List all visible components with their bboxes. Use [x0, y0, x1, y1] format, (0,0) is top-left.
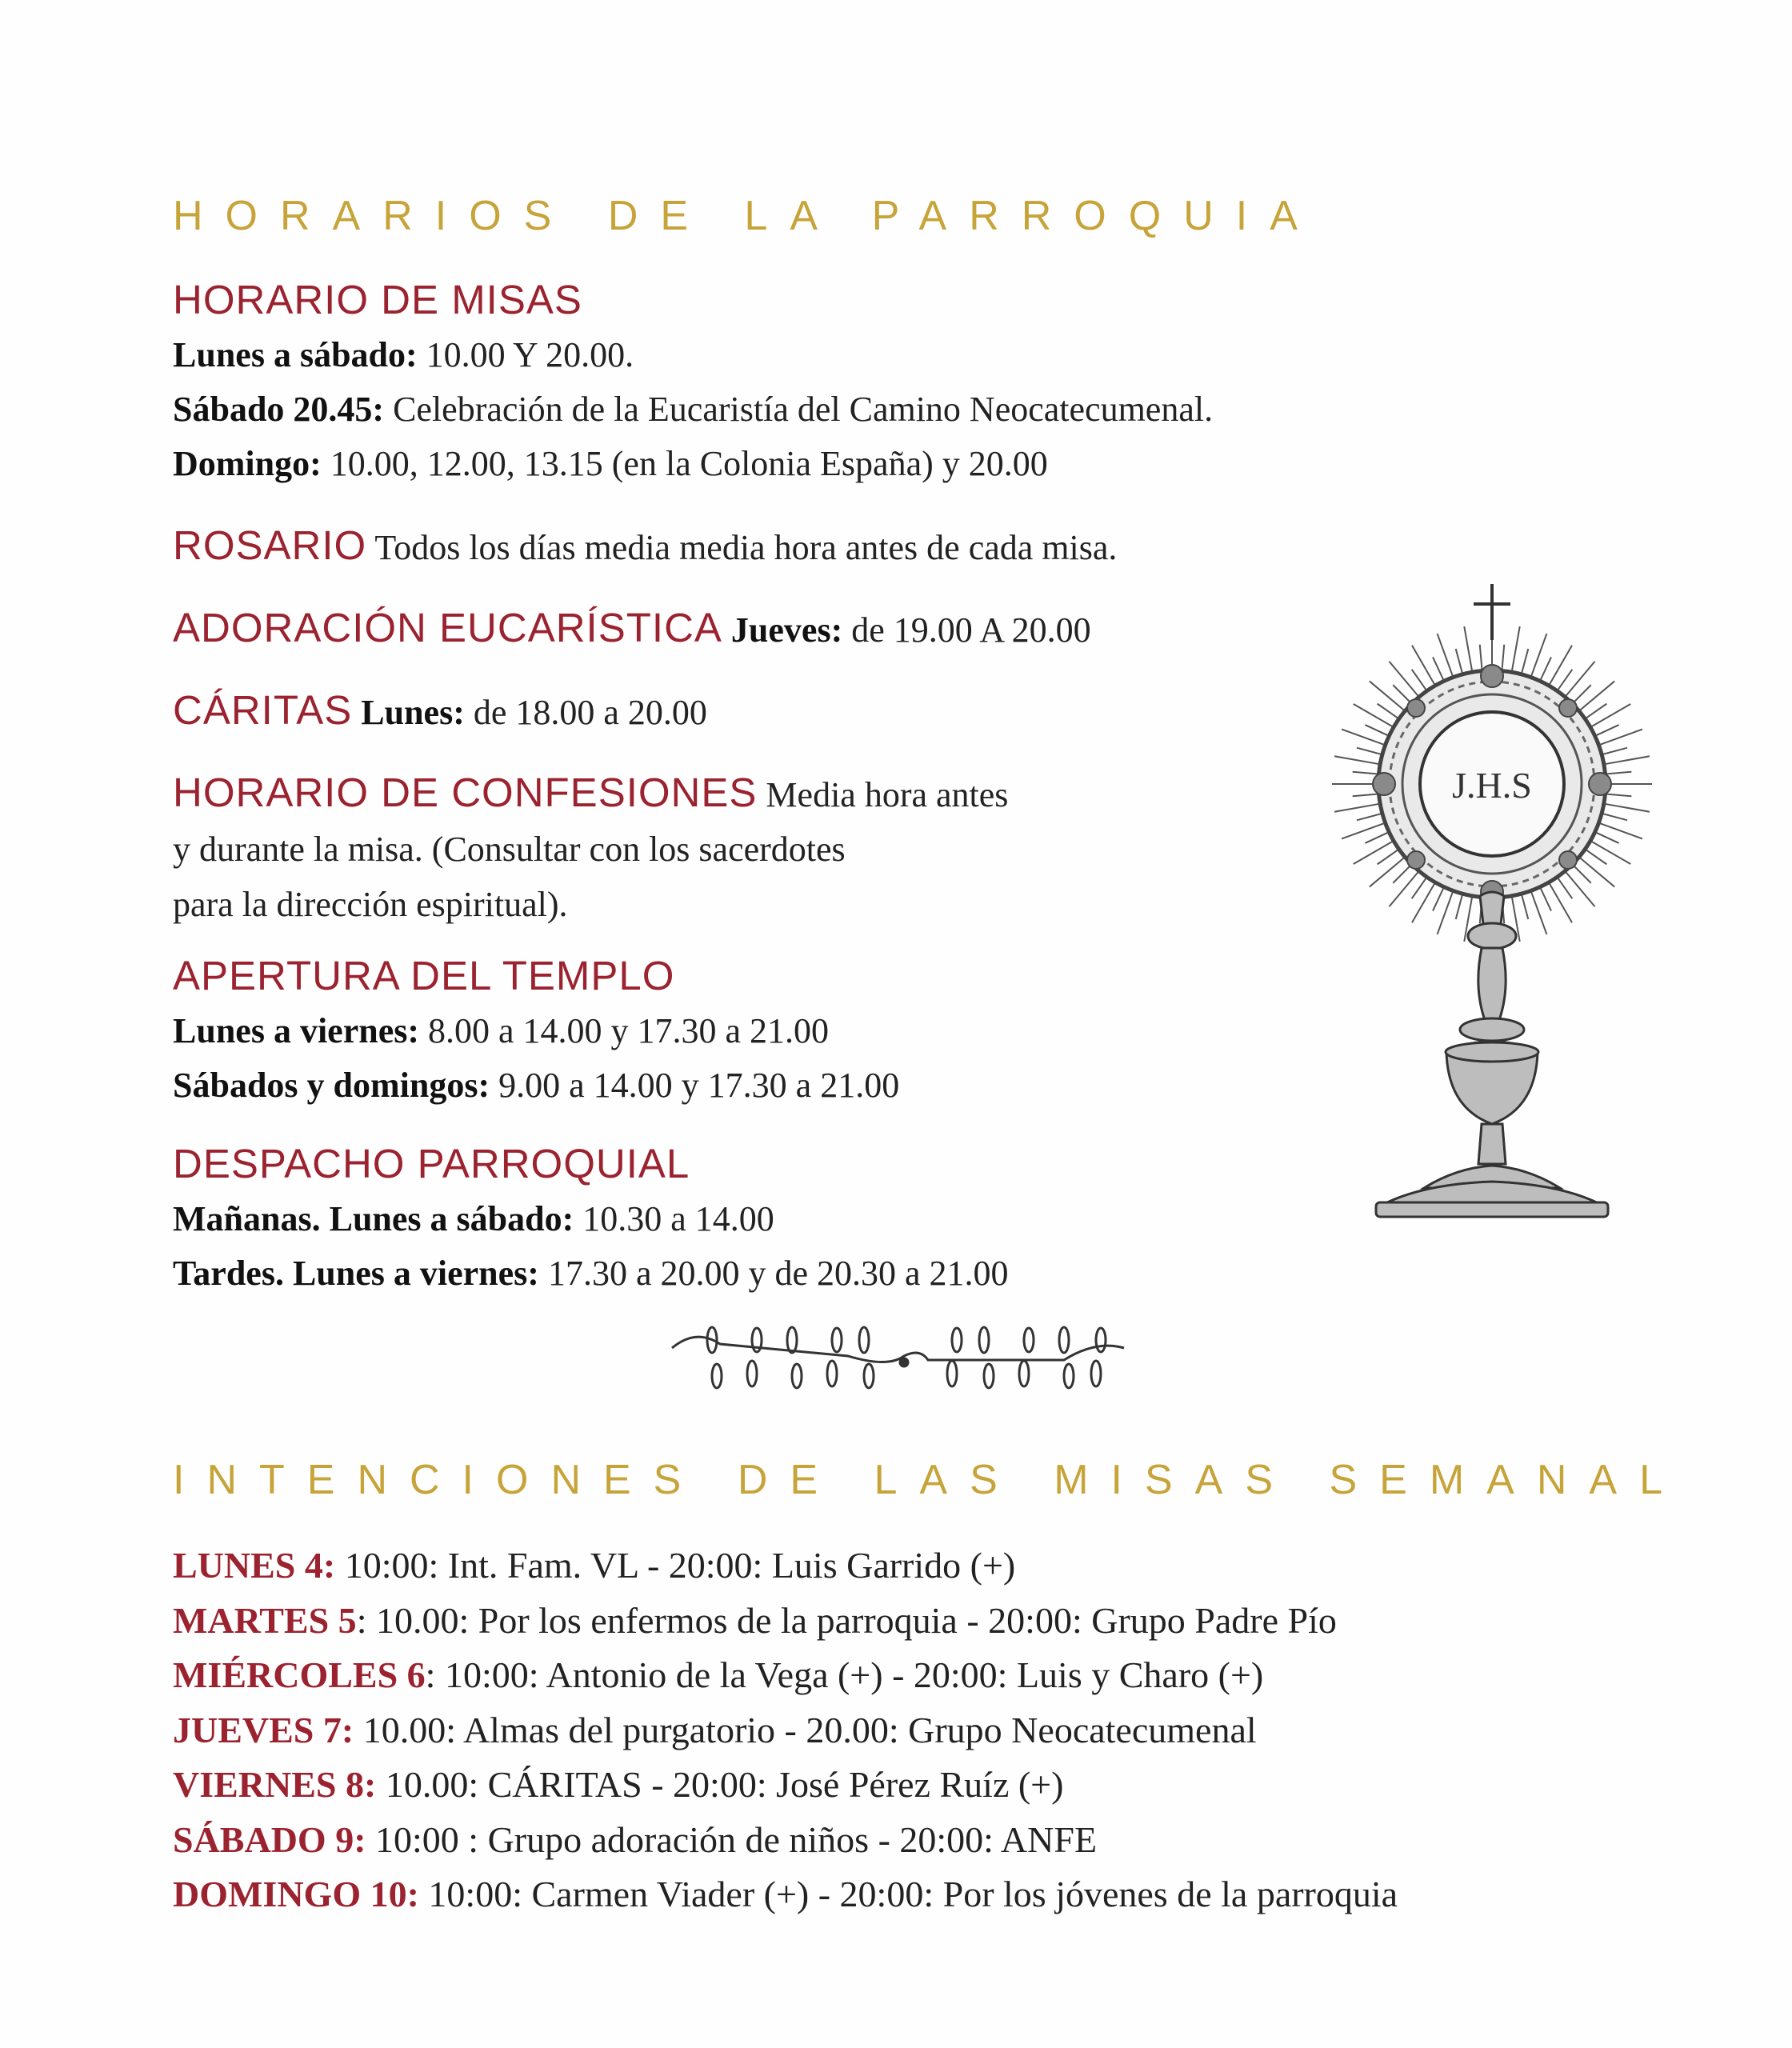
ray [1357, 748, 1384, 755]
rosario-text: Todos los días media media hora antes de cada misa. [366, 528, 1118, 567]
floral-divider [664, 1324, 1136, 1404]
misas-label: Lunes a sábado: [173, 335, 418, 374]
leaf [952, 1328, 962, 1352]
intencion-item [173, 1703, 1398, 1758]
ray [1389, 870, 1420, 906]
leaf [859, 1327, 869, 1353]
leaf [827, 1361, 837, 1386]
apertura-text: 8.00 a 14.00 y 17.30 a 21.00 [419, 1011, 830, 1050]
leaf [1019, 1361, 1029, 1386]
leaf [787, 1327, 797, 1353]
ray [1600, 813, 1627, 820]
intencion-day: SÁBADO 9: [173, 1818, 366, 1860]
intencion-item [173, 1648, 1398, 1703]
ray [1365, 725, 1390, 737]
ray [1548, 881, 1572, 922]
misas-text: 10.00 Y 20.00. [417, 335, 634, 374]
ray [1389, 662, 1420, 698]
ray [1521, 649, 1528, 676]
ray [1464, 626, 1472, 674]
caritas-text: de 18.00 a 20.00 [464, 693, 707, 732]
adoracion-label: Jueves: [722, 610, 843, 650]
intencion-day: LUNES 4: [173, 1545, 336, 1586]
ray [1456, 892, 1463, 919]
intencion-text: : 10:00: Antonio de la Vega (+) - 20:00: Luis y Charo (+) [425, 1654, 1264, 1695]
confesiones-text-3: para la dirección espiritual). [173, 885, 568, 924]
section-apertura [173, 948, 899, 1113]
section-rosario [173, 518, 1117, 584]
ray [1603, 794, 1631, 796]
ray [1539, 657, 1551, 682]
section-caritas [173, 682, 707, 749]
intencion-item [173, 1813, 1398, 1868]
ray [1433, 657, 1445, 682]
misas-label: Domingo: [173, 444, 322, 483]
despacho-line [173, 1192, 1009, 1246]
ray [1584, 704, 1607, 720]
ray [1378, 704, 1401, 720]
leaf [979, 1327, 989, 1353]
ray [1600, 748, 1627, 755]
ray [1578, 856, 1614, 887]
intencion-item [173, 1594, 1398, 1649]
section-adoracion [173, 600, 1091, 666]
ray [1603, 772, 1631, 774]
intencion-text: 10.00: CÁRITAS - 20:00: José Pérez Ruíz (+) [376, 1764, 1064, 1805]
leaf [832, 1328, 842, 1352]
intencion-item [173, 1758, 1398, 1813]
leaf [1096, 1328, 1106, 1352]
intencion-text: 10:00: Int. Fam. VL - 20:00: Luis Garrido (+) [335, 1545, 1016, 1586]
despacho-text: 17.30 a 20.00 y de 20.30 a 21.00 [538, 1254, 1009, 1293]
despacho-text: 10.30 a 14.00 [574, 1199, 774, 1238]
ray [1370, 856, 1406, 887]
ray [1589, 704, 1630, 728]
heading-misas: HORARIO DE MISAS [173, 277, 582, 322]
misas-label: Sábado 20.45: [173, 390, 385, 429]
section-misas [173, 272, 1213, 491]
leaf [1091, 1361, 1101, 1386]
intencion-item [173, 1538, 1398, 1594]
apertura-line [173, 1058, 899, 1113]
confesiones-text-2: y durante la misa. (Consultar con los sacerdotes [173, 830, 846, 869]
leaf [1059, 1327, 1069, 1353]
ray [1578, 681, 1614, 712]
ray [1480, 645, 1482, 673]
section-despacho [173, 1136, 1009, 1301]
intencion-day: MARTES 5 [173, 1599, 357, 1641]
misas-text: Celebración de la Eucaristía del Camino Neocatecumenal. [384, 390, 1214, 429]
ray [1502, 645, 1504, 673]
adoracion-text: de 19.00 A 20.00 [842, 610, 1091, 650]
jhs-inscription: J.H.S [1452, 765, 1532, 806]
apertura-label: Sábados y domingos: [173, 1066, 490, 1105]
leaf [792, 1364, 802, 1388]
leaf [1024, 1328, 1034, 1352]
caritas-label: Lunes: [352, 693, 465, 732]
misas-line [173, 437, 1213, 491]
ray [1594, 725, 1619, 737]
ray [1548, 646, 1572, 687]
intencion-day: DOMINGO 10: [173, 1874, 419, 1914]
misas-line [173, 328, 1213, 382]
heading-despacho: DESPACHO PARROQUIAL [173, 1141, 690, 1186]
despacho-label: Mañanas. Lunes a sábado: [173, 1199, 574, 1238]
ray [1511, 626, 1519, 674]
ray [1354, 840, 1395, 864]
heading-confesiones: HORARIO DE CONFESIONES [173, 770, 758, 815]
leaf [947, 1361, 957, 1386]
ray [1353, 772, 1381, 774]
ray [1521, 892, 1528, 919]
ray [1412, 881, 1436, 922]
ray [1589, 840, 1630, 864]
page-title-horarios: HORARIOS DE LA PARROQUIA [173, 193, 1320, 239]
ray [1334, 756, 1382, 764]
despacho-label: Tardes. Lunes a viernes: [173, 1254, 539, 1293]
ray [1556, 670, 1572, 693]
ray [1412, 876, 1428, 899]
ray [1365, 831, 1390, 843]
confesiones-text-1: Media hora antes [757, 775, 1009, 814]
intencion-text: 10:00: Carmen Viader (+) - 20:00: Por los jóvenes de la parroquia [418, 1874, 1398, 1914]
ray [1412, 646, 1436, 687]
misas-text: 10.00, 12.00, 13.15 (en la Colonia España) y 20.00 [321, 444, 1048, 483]
intencion-text: : 10.00: Por los enfermos de la parroquia - 20:00: Grupo Padre Pío [356, 1599, 1337, 1641]
ray [1378, 848, 1401, 864]
heading-apertura: APERTURA DEL TEMPLO [173, 953, 675, 998]
leaf [712, 1364, 722, 1388]
apertura-text: 9.00 a 14.00 y 17.30 a 21.00 [490, 1066, 900, 1105]
leaf [747, 1361, 757, 1386]
ray [1602, 803, 1650, 811]
ray [1433, 886, 1445, 911]
intencion-day: MIÉRCOLES 6 [173, 1654, 426, 1695]
ray [1564, 870, 1595, 906]
ray [1456, 649, 1463, 676]
ray [1334, 803, 1382, 811]
intenciones-list [173, 1538, 1398, 1922]
apertura-label: Lunes a viernes: [173, 1011, 419, 1050]
leaf [984, 1364, 994, 1388]
ray [1353, 794, 1381, 796]
section-confesiones [173, 765, 1008, 831]
ray [1357, 813, 1384, 820]
intencion-day: JUEVES 7: [173, 1709, 354, 1750]
ray [1354, 704, 1395, 728]
ray [1370, 681, 1406, 712]
leaf [1064, 1364, 1074, 1388]
heading-caritas: CÁRITAS [173, 687, 353, 733]
ray [1412, 670, 1428, 693]
ray [1564, 662, 1595, 698]
monstrance-illustration [1264, 572, 1720, 1224]
page-title-intenciones: INTENCIONES DE LAS MISAS SEMANAL [173, 1457, 1686, 1503]
despacho-line [173, 1246, 1009, 1301]
ray [1556, 876, 1572, 899]
ray [1539, 886, 1551, 911]
intencion-day: VIERNES 8: [173, 1764, 377, 1805]
heading-rosario: ROSARIO [173, 522, 367, 568]
misas-line [173, 382, 1213, 437]
intencion-item [173, 1867, 1398, 1922]
leaf [864, 1364, 874, 1388]
apertura-line [173, 1004, 899, 1058]
ray [1584, 848, 1607, 864]
intencion-text: 10.00: Almas del purgatorio - 20.00: Grupo Neocatecumenal [354, 1709, 1257, 1750]
cross-icon [1474, 584, 1510, 640]
ray [1594, 831, 1619, 843]
heading-adoracion: ADORACIÓN EUCARÍSTICA [173, 605, 722, 650]
intencion-text: 10:00 : Grupo adoración de niños - 20:00: ANFE [366, 1818, 1098, 1860]
ray [1602, 756, 1650, 764]
